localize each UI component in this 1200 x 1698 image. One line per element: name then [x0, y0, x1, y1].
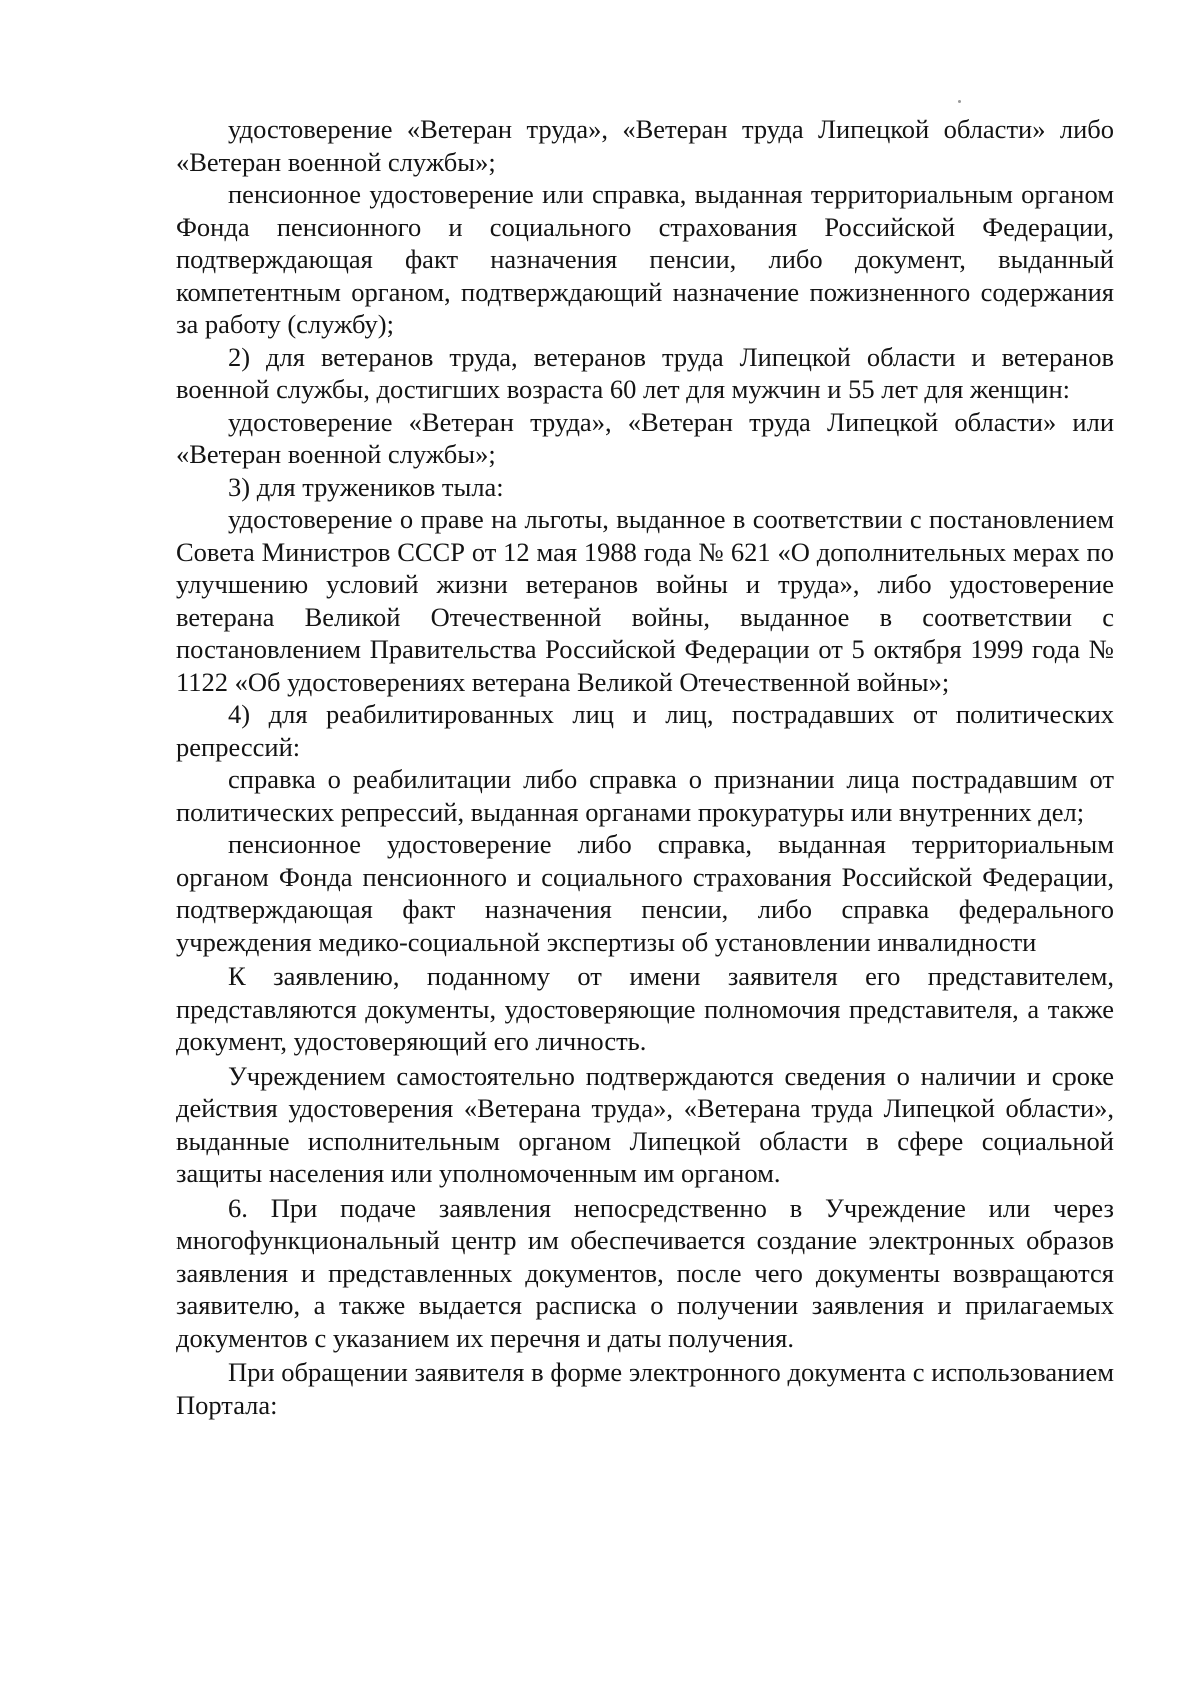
paragraph-representative-documents: К заявлению, поданному от имени заявителя его представителем, представляются документы, удостоверяющие полномочия представителя, а также документ, удостоверяющий его личность. — [176, 961, 1114, 1056]
paragraph-item-2-labor-veterans: 2) для ветеранов труда, ветеранов труда Липецкой области и ветеранов военной службы, достигших возраста 60 лет для мужчин и 55 лет для женщин: — [176, 341, 1114, 404]
paragraph-portal-application: При обращении заявителя в форме электронного документа с использованием Портала: — [176, 1357, 1114, 1420]
paragraph-veteran-certificate: удостоверение «Ветеран труда», «Ветеран труда Липецкой области» либо «Ветеран военной службы»; — [176, 114, 1114, 177]
scan-speck — [958, 100, 961, 103]
paragraph-benefits-certificate: удостоверение о праве на льготы, выданное в соответствии с постановлением Совета Министров СССР от 12 мая 1988 года № 621 «О дополнительных мерах по улучшению условий жизни ветеранов войны и труда», либо удостоверение ветерана Великой Отечественной войны, выданное в соответствии с постановлением Правительства Российской Федерации от 5 октября 1999 года № 1122 «Об удостоверениях ветерана Великой Отечественной войны»; — [176, 504, 1114, 697]
paragraph-item-4-rehabilitated: 4) для реабилитированных лиц и лиц, пострадавших от политических репрессий: — [176, 699, 1114, 762]
paragraph-institution-verification: Учреждением самостоятельно подтверждаются сведения о наличии и сроке действия удостоверения «Ветерана труда», «Ветерана труда Липецкой области», выданные исполнительным органом Липецкой области в сфере социальной защиты населения или уполномоченным им органом. — [176, 1060, 1114, 1188]
paragraph-pension-certificate: пенсионное удостоверение или справка, выданная территориальным органом Фонда пенсионного и социального страхования Российской Федерации, подтверждающая факт назначения пенсии, либо документ, выданный компетентным органом, подтверждающий назначение пожизненного содержания за работу (службу); — [176, 179, 1114, 339]
paragraph-item-6-submission: 6. При подаче заявления непосредственно в Учреждение или через многофункциональный центр им обеспечивается создание электронных образов заявления и представленных документов, после чего документы возвращаются заявителю, а также выдается расписка о получении заявления и прилагаемых документов с указанием их перечня и даты получения. — [176, 1192, 1114, 1353]
paragraph-rehabilitation-certificate: справка о реабилитации либо справка о признании лица пострадавшим от политических репрессий, выданная органами прокуратуры или внутренних дел; — [176, 764, 1114, 827]
paragraph-item-3-home-front-workers: 3) для тружеников тыла: — [228, 471, 504, 502]
paragraph-veteran-certificate-2: удостоверение «Ветеран труда», «Ветеран труда Липецкой области» или «Ветеран военной службы»; — [176, 406, 1114, 469]
paragraph-pension-certificate-2: пенсионное удостоверение либо справка, выданная территориальным органом Фонда пенсионного и социального страхования Российской Федерации, подтверждающая факт назначения пенсии, либо справка федерального учреждения медико-социальной экспертизы об установлении инвалидности — [176, 829, 1114, 957]
